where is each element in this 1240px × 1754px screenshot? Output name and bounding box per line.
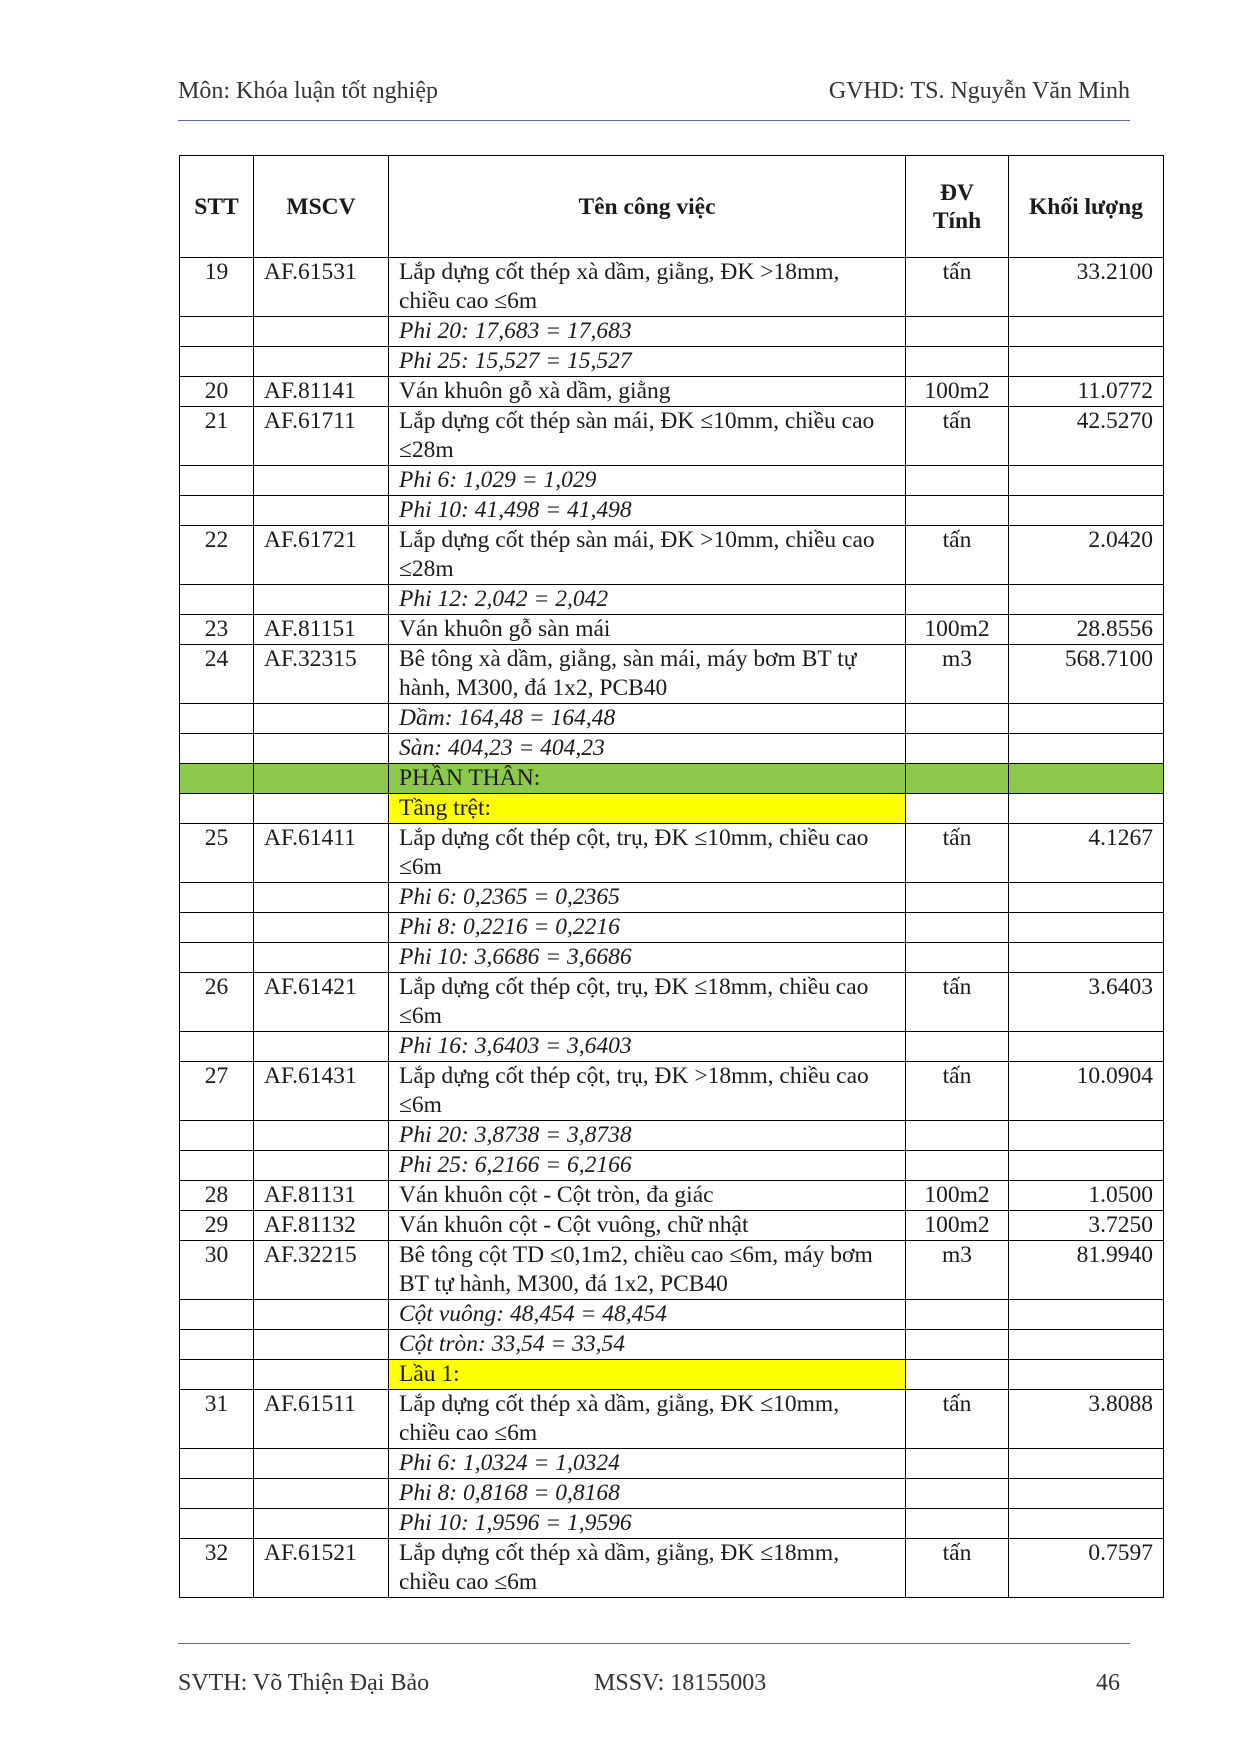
task-name-cell: Lắp dựng cốt thép cột, trụ, ĐK ≤10mm, chiều cao ≤6m bbox=[389, 824, 906, 883]
quantity-cell: 81.9940 bbox=[1009, 1241, 1164, 1300]
stt-cell: 23 bbox=[180, 615, 254, 645]
detail-row bbox=[180, 496, 1164, 526]
stt-cell bbox=[180, 1509, 254, 1539]
mscv-cell: AF.81151 bbox=[254, 615, 389, 645]
unit-cell bbox=[906, 1032, 1009, 1062]
detail-text-cell: Dầm: 164,48 = 164,48 bbox=[389, 704, 906, 734]
detail-text-cell: Phi 12: 2,042 = 2,042 bbox=[389, 585, 906, 615]
mscv-cell: AF.32215 bbox=[254, 1241, 389, 1300]
table-row bbox=[180, 1211, 1164, 1241]
table-row bbox=[180, 258, 1164, 317]
table-row bbox=[180, 526, 1164, 585]
quantity-cell bbox=[1009, 794, 1164, 824]
detail-row bbox=[180, 585, 1164, 615]
mscv-cell bbox=[254, 1449, 389, 1479]
mscv-cell bbox=[254, 1032, 389, 1062]
unit-cell bbox=[906, 496, 1009, 526]
task-name-cell: Lắp dựng cốt thép cột, trụ, ĐK ≤18mm, chiều cao ≤6m bbox=[389, 973, 906, 1032]
mscv-cell bbox=[254, 317, 389, 347]
unit-cell: 100m2 bbox=[906, 615, 1009, 645]
column-header-stt: STT bbox=[180, 156, 254, 258]
section-row bbox=[180, 764, 1164, 794]
quantity-cell bbox=[1009, 1509, 1164, 1539]
quantity-cell bbox=[1009, 883, 1164, 913]
mscv-cell: AF.61721 bbox=[254, 526, 389, 585]
unit-cell bbox=[906, 794, 1009, 824]
stt-cell bbox=[180, 1151, 254, 1181]
unit-cell: tấn bbox=[906, 1062, 1009, 1121]
table-row bbox=[180, 1539, 1164, 1598]
mscv-cell bbox=[254, 466, 389, 496]
task-name-cell: Lắp dựng cốt thép cột, trụ, ĐK >18mm, chiều cao ≤6m bbox=[389, 1062, 906, 1121]
stt-cell bbox=[180, 1449, 254, 1479]
mscv-cell bbox=[254, 347, 389, 377]
unit-cell: tấn bbox=[906, 973, 1009, 1032]
unit-cell bbox=[906, 1479, 1009, 1509]
detail-row bbox=[180, 883, 1164, 913]
stt-cell bbox=[180, 704, 254, 734]
detail-row bbox=[180, 1330, 1164, 1360]
mscv-cell: AF.61431 bbox=[254, 1062, 389, 1121]
unit-cell bbox=[906, 1300, 1009, 1330]
detail-row bbox=[180, 943, 1164, 973]
unit-cell bbox=[906, 1151, 1009, 1181]
detail-text-cell: Phi 6: 1,029 = 1,029 bbox=[389, 466, 906, 496]
unit-cell bbox=[906, 317, 1009, 347]
page-number: 46 bbox=[1096, 1670, 1120, 1696]
quantity-cell: 28.8556 bbox=[1009, 615, 1164, 645]
detail-text-cell: Phi 10: 3,6686 = 3,6686 bbox=[389, 943, 906, 973]
column-header-unit: ĐV Tính bbox=[906, 156, 1009, 258]
supervisor: GVHD: TS. Nguyễn Văn Minh bbox=[828, 78, 1130, 104]
quantity-cell bbox=[1009, 1300, 1164, 1330]
unit-cell: tấn bbox=[906, 258, 1009, 317]
mscv-cell: AF.81132 bbox=[254, 1211, 389, 1241]
stt-cell: 27 bbox=[180, 1062, 254, 1121]
stt-cell: 20 bbox=[180, 377, 254, 407]
unit-cell: tấn bbox=[906, 824, 1009, 883]
task-name-cell: Bê tông cột TD ≤0,1m2, chiều cao ≤6m, máy bơm BT tự hành, M300, đá 1x2, PCB40 bbox=[389, 1241, 906, 1300]
quantity-cell bbox=[1009, 496, 1164, 526]
mscv-cell bbox=[254, 764, 389, 794]
table-row bbox=[180, 645, 1164, 704]
mscv-cell bbox=[254, 1509, 389, 1539]
unit-cell bbox=[906, 883, 1009, 913]
task-name-cell: Lắp dựng cốt thép sàn mái, ĐK ≤10mm, chiều cao ≤28m bbox=[389, 407, 906, 466]
mscv-cell: AF.61421 bbox=[254, 973, 389, 1032]
detail-row bbox=[180, 704, 1164, 734]
stt-cell bbox=[180, 1300, 254, 1330]
stt-cell bbox=[180, 764, 254, 794]
detail-text-cell: Phi 20: 17,683 = 17,683 bbox=[389, 317, 906, 347]
mscv-cell: AF.61511 bbox=[254, 1390, 389, 1449]
stt-cell bbox=[180, 585, 254, 615]
unit-cell bbox=[906, 585, 1009, 615]
detail-text-cell: Phi 25: 6,2166 = 6,2166 bbox=[389, 1151, 906, 1181]
mscv-cell bbox=[254, 1151, 389, 1181]
unit-cell: tấn bbox=[906, 1539, 1009, 1598]
stt-cell bbox=[180, 794, 254, 824]
student-id: MSSV: 18155003 bbox=[594, 1670, 767, 1696]
stt-cell bbox=[180, 496, 254, 526]
unit-cell bbox=[906, 1121, 1009, 1151]
mscv-cell bbox=[254, 1360, 389, 1390]
task-name-cell: Ván khuôn cột - Cột vuông, chữ nhật bbox=[389, 1211, 906, 1241]
quantity-cell: 10.0904 bbox=[1009, 1062, 1164, 1121]
section-label-cell: Tầng trệt: bbox=[389, 794, 906, 824]
detail-text-cell: Phi 6: 1,0324 = 1,0324 bbox=[389, 1449, 906, 1479]
quantity-cell: 0.7597 bbox=[1009, 1539, 1164, 1598]
unit-cell bbox=[906, 347, 1009, 377]
section-label-cell: Lầu 1: bbox=[389, 1360, 906, 1390]
table-row bbox=[180, 615, 1164, 645]
quantity-cell bbox=[1009, 734, 1164, 764]
detail-row bbox=[180, 1509, 1164, 1539]
stt-cell: 21 bbox=[180, 407, 254, 466]
detail-row bbox=[180, 317, 1164, 347]
task-name-cell: Ván khuôn gỗ xà dầm, giằng bbox=[389, 377, 906, 407]
table-row bbox=[180, 824, 1164, 883]
mscv-cell: AF.81131 bbox=[254, 1181, 389, 1211]
unit-cell: tấn bbox=[906, 1390, 1009, 1449]
mscv-cell bbox=[254, 1330, 389, 1360]
stt-cell bbox=[180, 1032, 254, 1062]
task-name-cell: Ván khuôn cột - Cột tròn, đa giác bbox=[389, 1181, 906, 1211]
stt-cell: 30 bbox=[180, 1241, 254, 1300]
unit-cell bbox=[906, 1509, 1009, 1539]
unit-cell bbox=[906, 913, 1009, 943]
mscv-cell bbox=[254, 734, 389, 764]
stt-cell bbox=[180, 883, 254, 913]
mscv-cell bbox=[254, 1121, 389, 1151]
detail-row bbox=[180, 466, 1164, 496]
table-row bbox=[180, 973, 1164, 1032]
detail-text-cell: Cột tròn: 33,54 = 33,54 bbox=[389, 1330, 906, 1360]
quantity-cell: 2.0420 bbox=[1009, 526, 1164, 585]
stt-cell: 24 bbox=[180, 645, 254, 704]
quantity-cell: 4.1267 bbox=[1009, 824, 1164, 883]
mscv-cell bbox=[254, 794, 389, 824]
stt-cell: 26 bbox=[180, 973, 254, 1032]
stt-cell: 25 bbox=[180, 824, 254, 883]
quantity-cell bbox=[1009, 764, 1164, 794]
task-name-cell: Bê tông xà dầm, giằng, sàn mái, máy bơm BT tự hành, M300, đá 1x2, PCB40 bbox=[389, 645, 906, 704]
detail-text-cell: Phi 8: 0,8168 = 0,8168 bbox=[389, 1479, 906, 1509]
quantity-cell bbox=[1009, 347, 1164, 377]
student-name: SVTH: Võ Thiện Đại Bảo bbox=[178, 1670, 430, 1696]
unit-cell: tấn bbox=[906, 407, 1009, 466]
unit-cell: m3 bbox=[906, 1241, 1009, 1300]
mscv-cell bbox=[254, 913, 389, 943]
detail-row bbox=[180, 913, 1164, 943]
mscv-cell: AF.61521 bbox=[254, 1539, 389, 1598]
table-row bbox=[180, 1241, 1164, 1300]
unit-cell bbox=[906, 943, 1009, 973]
quantity-cell: 42.5270 bbox=[1009, 407, 1164, 466]
unit-cell: m3 bbox=[906, 645, 1009, 704]
mscv-cell bbox=[254, 585, 389, 615]
mscv-cell bbox=[254, 496, 389, 526]
page-footer bbox=[178, 1643, 1130, 1704]
column-header-quantity: Khối lượng bbox=[1009, 156, 1164, 258]
quantity-cell bbox=[1009, 317, 1164, 347]
task-name-cell: Lắp dựng cốt thép xà dầm, giằng, ĐK ≤18mm, chiều cao ≤6m bbox=[389, 1539, 906, 1598]
detail-text-cell: Sàn: 404,23 = 404,23 bbox=[389, 734, 906, 764]
column-header-task-name: Tên công việc bbox=[389, 156, 906, 258]
detail-row bbox=[180, 1449, 1164, 1479]
column-header-mscv: MSCV bbox=[254, 156, 389, 258]
bill-of-quantities-table bbox=[179, 155, 1164, 1598]
detail-text-cell: Phi 20: 3,8738 = 3,8738 bbox=[389, 1121, 906, 1151]
stt-cell bbox=[180, 466, 254, 496]
detail-row bbox=[180, 1479, 1164, 1509]
stt-cell: 19 bbox=[180, 258, 254, 317]
quantity-cell bbox=[1009, 1479, 1164, 1509]
quantity-cell bbox=[1009, 704, 1164, 734]
subsection-row bbox=[180, 794, 1164, 824]
task-name-cell: Lắp dựng cốt thép sàn mái, ĐK >10mm, chiều cao ≤28m bbox=[389, 526, 906, 585]
subsection-row bbox=[180, 1360, 1164, 1390]
detail-text-cell: Phi 8: 0,2216 = 0,2216 bbox=[389, 913, 906, 943]
quantity-cell bbox=[1009, 585, 1164, 615]
stt-cell: 29 bbox=[180, 1211, 254, 1241]
quantity-cell: 3.6403 bbox=[1009, 973, 1164, 1032]
section-label-cell: PHẦN THÂN: bbox=[389, 764, 906, 794]
unit-cell: 100m2 bbox=[906, 1181, 1009, 1211]
unit-cell bbox=[906, 704, 1009, 734]
stt-cell: 32 bbox=[180, 1539, 254, 1598]
detail-row bbox=[180, 734, 1164, 764]
table-row bbox=[180, 1390, 1164, 1449]
detail-row bbox=[180, 1032, 1164, 1062]
mscv-cell: AF.81141 bbox=[254, 377, 389, 407]
stt-cell bbox=[180, 913, 254, 943]
detail-text-cell: Cột vuông: 48,454 = 48,454 bbox=[389, 1300, 906, 1330]
quantity-cell bbox=[1009, 1121, 1164, 1151]
task-name-cell: Lắp dựng cốt thép xà dầm, giằng, ĐK >18mm, chiều cao ≤6m bbox=[389, 258, 906, 317]
detail-row bbox=[180, 1151, 1164, 1181]
stt-cell bbox=[180, 1360, 254, 1390]
stt-cell bbox=[180, 347, 254, 377]
table-header-row bbox=[180, 156, 1164, 258]
unit-cell: tấn bbox=[906, 526, 1009, 585]
mscv-cell: AF.61711 bbox=[254, 407, 389, 466]
stt-cell bbox=[180, 1121, 254, 1151]
mscv-cell bbox=[254, 1479, 389, 1509]
page-header bbox=[178, 70, 1130, 121]
detail-text-cell: Phi 10: 41,498 = 41,498 bbox=[389, 496, 906, 526]
quantity-cell bbox=[1009, 1360, 1164, 1390]
detail-row bbox=[180, 1300, 1164, 1330]
stt-cell: 31 bbox=[180, 1390, 254, 1449]
stt-cell bbox=[180, 1330, 254, 1360]
quantity-cell: 3.8088 bbox=[1009, 1390, 1164, 1449]
course-title: Môn: Khóa luận tốt nghiệp bbox=[178, 78, 438, 104]
detail-row bbox=[180, 347, 1164, 377]
mscv-cell bbox=[254, 1300, 389, 1330]
stt-cell bbox=[180, 1479, 254, 1509]
unit-cell bbox=[906, 764, 1009, 794]
task-name-cell: Ván khuôn gỗ sàn mái bbox=[389, 615, 906, 645]
unit-cell bbox=[906, 1330, 1009, 1360]
mscv-cell: AF.32315 bbox=[254, 645, 389, 704]
stt-cell: 22 bbox=[180, 526, 254, 585]
table-row bbox=[180, 407, 1164, 466]
unit-cell: 100m2 bbox=[906, 377, 1009, 407]
quantity-cell: 568.7100 bbox=[1009, 645, 1164, 704]
quantity-cell bbox=[1009, 1449, 1164, 1479]
quantity-cell: 11.0772 bbox=[1009, 377, 1164, 407]
detail-text-cell: Phi 16: 3,6403 = 3,6403 bbox=[389, 1032, 906, 1062]
unit-cell: 100m2 bbox=[906, 1211, 1009, 1241]
quantity-cell bbox=[1009, 1330, 1164, 1360]
table-row bbox=[180, 377, 1164, 407]
mscv-cell: AF.61411 bbox=[254, 824, 389, 883]
unit-cell bbox=[906, 734, 1009, 764]
mscv-cell bbox=[254, 883, 389, 913]
mscv-cell: AF.61531 bbox=[254, 258, 389, 317]
detail-text-cell: Phi 25: 15,527 = 15,527 bbox=[389, 347, 906, 377]
quantity-cell: 1.0500 bbox=[1009, 1181, 1164, 1211]
mscv-cell bbox=[254, 704, 389, 734]
detail-text-cell: Phi 6: 0,2365 = 0,2365 bbox=[389, 883, 906, 913]
unit-cell bbox=[906, 1360, 1009, 1390]
quantity-cell: 33.2100 bbox=[1009, 258, 1164, 317]
table-row bbox=[180, 1062, 1164, 1121]
task-name-cell: Lắp dựng cốt thép xà dầm, giằng, ĐK ≤10mm, chiều cao ≤6m bbox=[389, 1390, 906, 1449]
table-row bbox=[180, 1181, 1164, 1211]
mscv-cell bbox=[254, 943, 389, 973]
quantity-cell bbox=[1009, 913, 1164, 943]
detail-text-cell: Phi 10: 1,9596 = 1,9596 bbox=[389, 1509, 906, 1539]
quantity-cell bbox=[1009, 943, 1164, 973]
unit-cell bbox=[906, 1449, 1009, 1479]
quantity-cell bbox=[1009, 1032, 1164, 1062]
stt-cell: 28 bbox=[180, 1181, 254, 1211]
quantity-cell: 3.7250 bbox=[1009, 1211, 1164, 1241]
stt-cell bbox=[180, 734, 254, 764]
unit-cell bbox=[906, 466, 1009, 496]
stt-cell bbox=[180, 943, 254, 973]
stt-cell bbox=[180, 317, 254, 347]
detail-row bbox=[180, 1121, 1164, 1151]
quantity-cell bbox=[1009, 1151, 1164, 1181]
quantity-cell bbox=[1009, 466, 1164, 496]
